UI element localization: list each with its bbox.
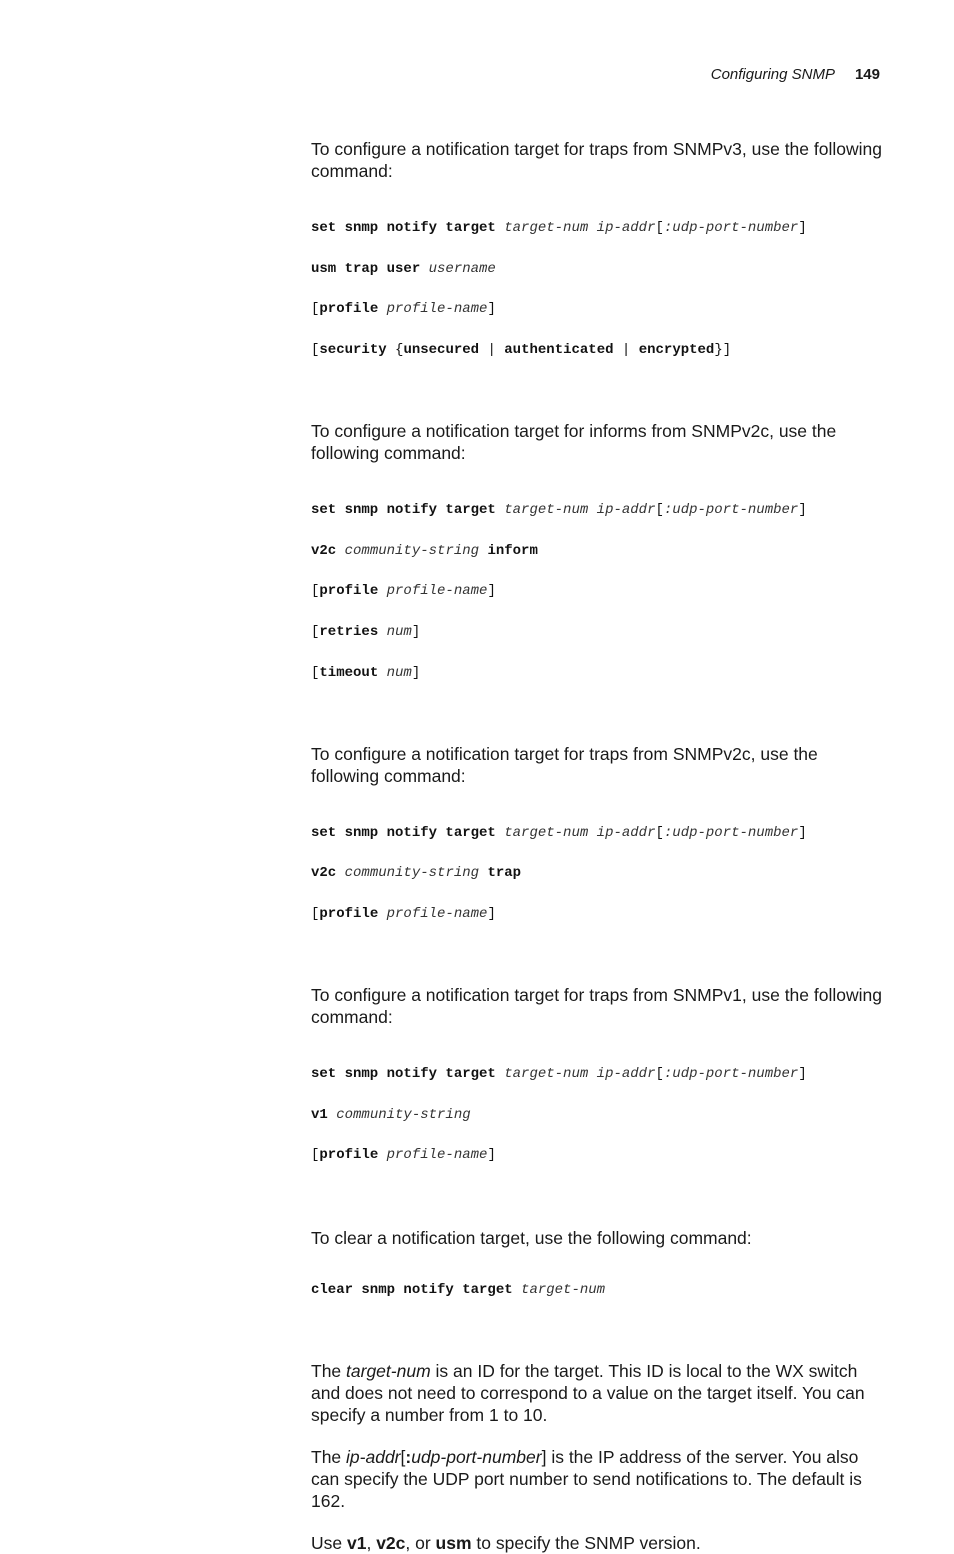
intro-clear: To clear a notification target, use the following command: — [311, 1228, 752, 1249]
command-line: v1 community-string — [311, 1106, 471, 1123]
command-snmpv3 — [311, 198, 886, 401]
command-line: [profile profile-name] — [311, 301, 496, 318]
command-snmpv2c-trap — [311, 803, 886, 965]
section-title: Configuring SNMP — [710, 66, 835, 83]
command-snmpv2c-inform — [311, 480, 886, 724]
running-header — [711, 66, 880, 83]
command-line: clear snmp notify target target-num — [311, 1281, 606, 1298]
page-body — [311, 138, 886, 1554]
command-line: [profile profile-name] — [311, 1147, 496, 1164]
command-snmpv1 — [311, 1044, 886, 1206]
command-line: [timeout num] — [311, 664, 421, 681]
command-line: v2c community-string inform — [311, 542, 538, 559]
description-ip-addr: The ip-addr[:udp-port-number] is the IP address of the server. You also can specify the UDP port number to send notifications to. The default is 162. — [311, 1447, 862, 1512]
command-line: v2c community-string trap — [311, 865, 522, 882]
command-line: [profile profile-name] — [311, 583, 496, 600]
intro-snmpv2c-trap: To configure a notification target for traps from SNMPv2c, use the following command: — [311, 743, 818, 786]
command-line: set snmp notify target target-num ip-addr[:udp-port-number] — [311, 220, 807, 237]
intro-snmpv1: To configure a notification target for traps from SNMPv1, use the following command: — [311, 984, 882, 1027]
description-version: Use v1, v2c, or usm to specify the SNMP version. — [311, 1533, 701, 1554]
description-target-num: The target-num is an ID for the target. This ID is local to the WX switch and does not need to correspond to a value on the target itself. You can specify a number from 1 to 10. — [311, 1361, 865, 1426]
command-line: set snmp notify target target-num ip-addr[:udp-port-number] — [311, 824, 807, 841]
intro-snmpv2c-inform: To configure a notification target for informs from SNMPv2c, use the following command: — [311, 420, 837, 463]
page-number: 149 — [854, 66, 880, 83]
command-line: [security {unsecured | authenticated | encrypted}] — [311, 342, 732, 359]
intro-snmpv3: To configure a notification target for traps from SNMPv3, use the following command: — [311, 139, 882, 181]
command-line: set snmp notify target target-num ip-addr[:udp-port-number] — [311, 502, 807, 519]
command-line: [retries num] — [311, 624, 421, 641]
command-line: usm trap user username — [311, 260, 496, 277]
command-line: set snmp notify target target-num ip-addr[:udp-port-number] — [311, 1066, 807, 1083]
command-line: [profile profile-name] — [311, 906, 496, 923]
command-clear — [311, 1259, 886, 1340]
